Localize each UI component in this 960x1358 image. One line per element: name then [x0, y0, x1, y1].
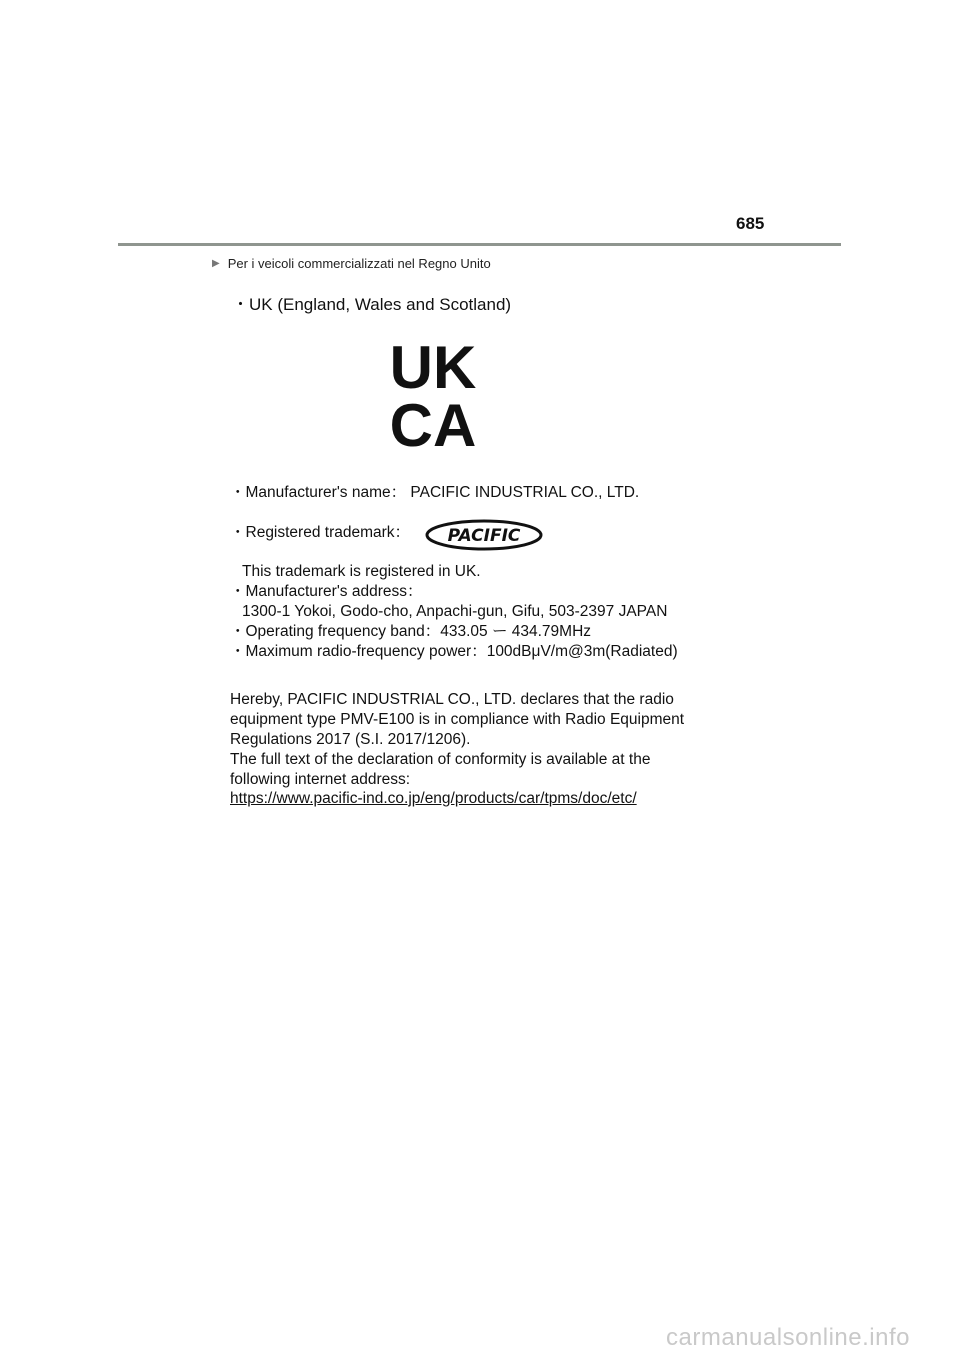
- section-heading-text: Per i veicoli commercializzati nel Regno Unito: [227, 256, 491, 271]
- manufacturer-name: ・Manufacturer's name： PACIFIC INDUSTRIAL CO., LTD.: [230, 484, 640, 501]
- declaration-text: [230, 690, 730, 790]
- declaration-line: The full text of the declaration of conformity is available at the: [230, 751, 651, 768]
- ukca-mark: [374, 338, 492, 448]
- triangle-bullet-icon: ▶: [212, 258, 220, 269]
- header-divider: [118, 243, 841, 246]
- address-label: ・Manufacturer's address：: [230, 583, 423, 600]
- page-number: 685: [736, 214, 765, 233]
- ukca-mark-top: UK: [389, 338, 477, 401]
- declaration-url-link[interactable]: https://www.pacific-ind.co.jp/eng/products/car/tpms/doc/etc/: [230, 790, 637, 807]
- declaration-line: following internet address:: [230, 771, 411, 788]
- trademark-label: ・Registered trademark：: [230, 524, 411, 541]
- pacific-logo-text: PACIFIC: [447, 526, 521, 546]
- declaration-line: Regulations 2017 (S.I. 2017/1206).: [230, 731, 471, 748]
- watermark: carmanualsonline.info: [666, 1324, 910, 1351]
- ukca-mark-bottom: CA: [389, 392, 477, 448]
- max-rf-power: ・Maximum radio-frequency power：100dBμV/m@3m(Radiated): [230, 643, 678, 660]
- pacific-logo: [424, 518, 544, 552]
- region-title: ・UK (England, Wales and Scotland): [232, 295, 512, 314]
- trademark-note: This trademark is registered in UK.: [242, 563, 481, 580]
- manufacturer-address: 1300-1 Yokoi, Godo-cho, Anpachi-gun, Gifu, 503-2397 JAPAN: [242, 603, 668, 620]
- frequency-band: ・Operating frequency band：433.05 ー 434.79MHz: [230, 623, 592, 640]
- section-heading: [212, 256, 491, 271]
- declaration-line: equipment type PMV-E100 is in compliance with Radio Equipment: [230, 711, 685, 728]
- declaration-line: Hereby, PACIFIC INDUSTRIAL CO., LTD. declares that the radio: [230, 691, 674, 708]
